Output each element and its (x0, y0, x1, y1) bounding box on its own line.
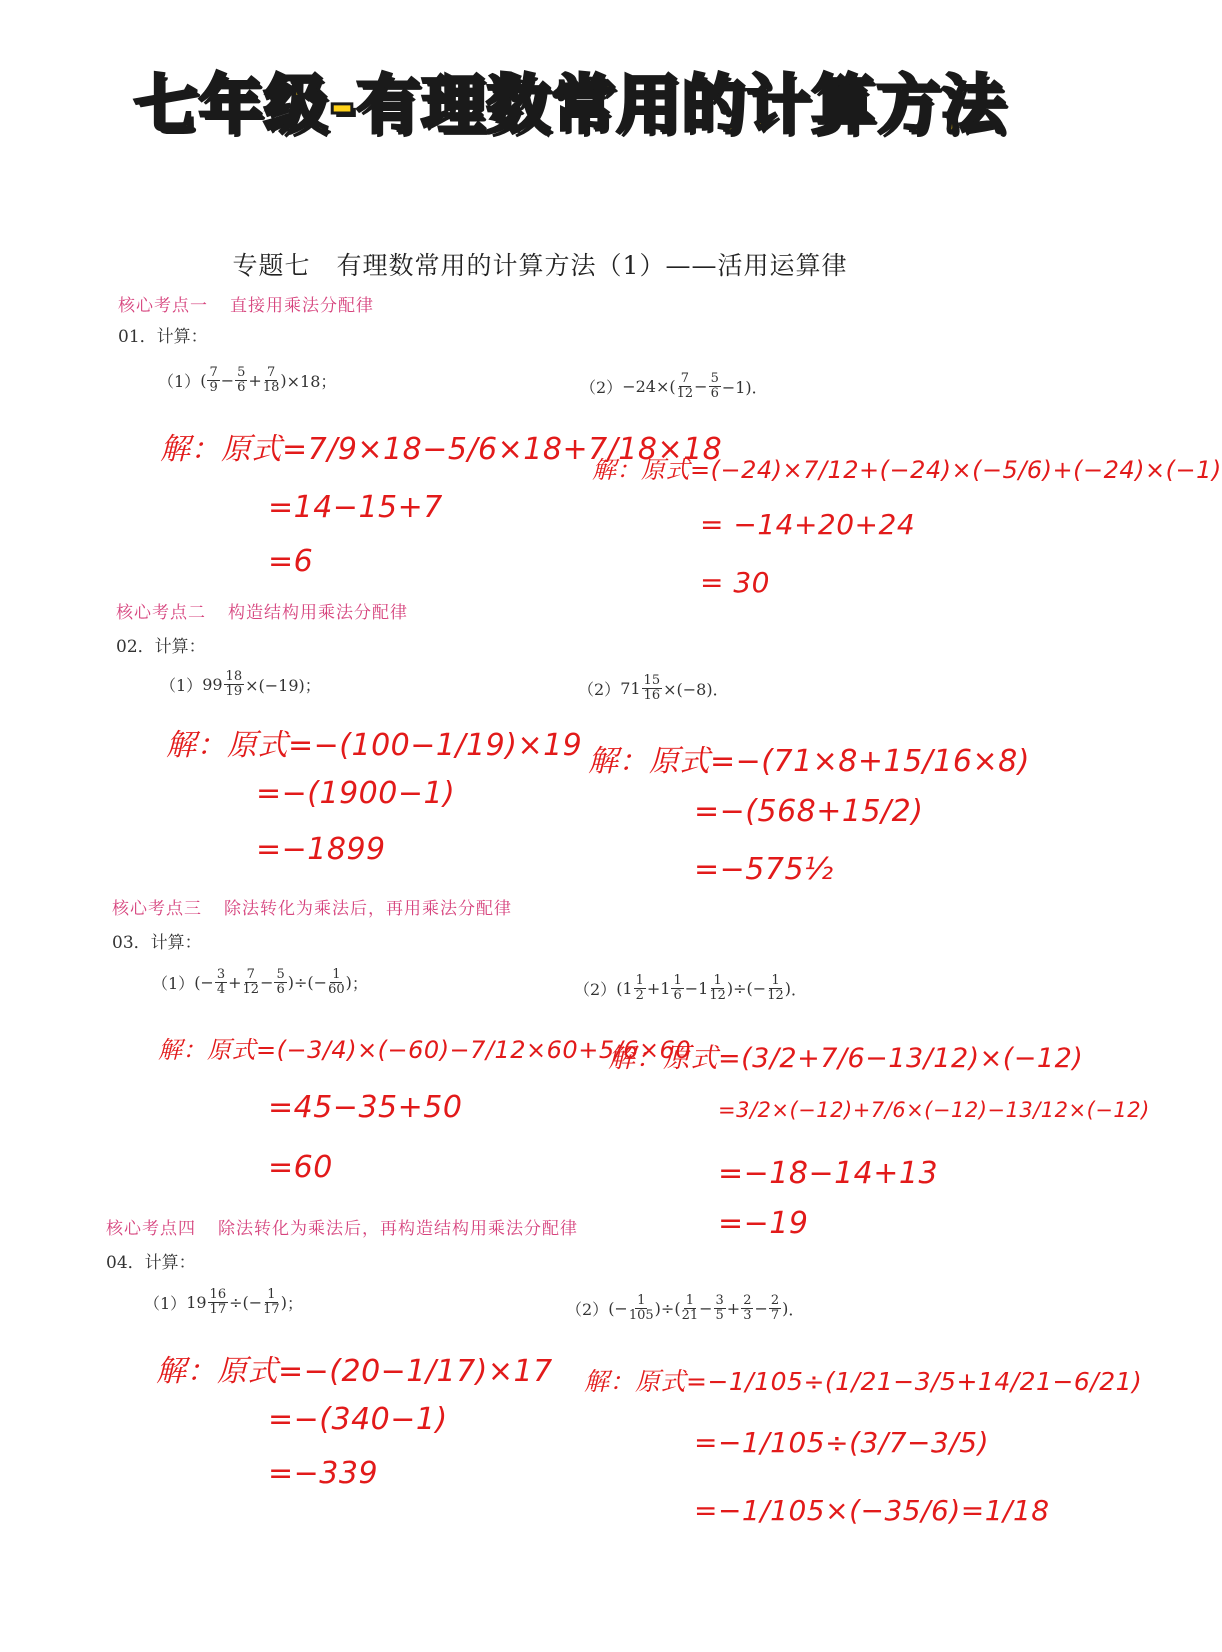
section-heading-1 (118, 291, 374, 316)
banner-title: 七年级-有理数常用的计算方法 (133, 69, 1007, 143)
mixed-whole: 99 (202, 675, 223, 694)
part-tail: ． (788, 1300, 805, 1319)
problem-1-2: （2） −24×( $\frac{7}{12}$ − $\frac{5}{6}$ −1)． (580, 371, 768, 401)
fraction: $\frac{3}{4}$ (216, 967, 226, 997)
fraction: $\frac{1}{12}$ (709, 973, 726, 1003)
solution-4-2-line-2: =−1/105÷(3/7−3/5) (694, 1426, 990, 1459)
section-text: 除法转化为乘法后，再构造结构用乘法分配律 (218, 1219, 578, 1239)
problem-2-2 (578, 674, 729, 703)
fraction: $\frac{16}{17}$ (209, 1287, 227, 1317)
solution-1-2-line-3: = 30 (700, 566, 770, 599)
problem-4-2: （2） (− $\frac{1}{105}$ )÷( $\frac{1}{21}$ − $\frac{3}{5}$ + $\frac{2}{3}$ − $\frac{2}{7}$ ) ． (566, 1293, 805, 1323)
fraction: $\frac{7}{12}$ (676, 371, 694, 401)
section-heading-4 (106, 1214, 578, 1239)
fraction: $\frac{1}{17}$ (263, 1287, 280, 1317)
part-tail: ． (791, 980, 808, 999)
part-tail: ×(−8)． (663, 680, 729, 699)
mixed-whole: 19 (186, 1293, 207, 1312)
solution-1-1-line-2: =14−15+7 (268, 490, 443, 525)
banner (0, 0, 1080, 200)
section-label: 核心考点二 (116, 603, 206, 623)
solution-4-2-line-3: =−1/105×(−35/6)=1/18 (694, 1494, 1050, 1527)
solution-1-2-line-2: = −14+20+24 (700, 508, 916, 541)
part-label: （2） (574, 980, 617, 999)
solution-3-1-line-2: =45−35+50 (268, 1090, 463, 1125)
problem-4-1: （1） 19 $\frac{16}{17}$ ÷(− $\frac{1}{17}$ ) ； (144, 1287, 303, 1317)
solution-4-1-line-3: =−339 (268, 1456, 379, 1491)
solution-1-1-line-3: =6 (268, 544, 314, 579)
part-label: （1） (158, 372, 201, 391)
section-heading-3 (112, 894, 512, 919)
part-tail: ； (351, 974, 368, 993)
question-number-3: 03．计算： (112, 933, 202, 953)
part-label: （2） (580, 378, 623, 397)
fraction: $\frac{18}{19}$ (225, 669, 243, 699)
fraction: $\frac{1}{2}$ (635, 973, 644, 1003)
solution-3-2-line-1: 解：原式=(3/2+7/6−13/12)×(−12) (608, 1043, 1084, 1074)
part-tail: ； (286, 1294, 303, 1313)
part-label: （2） (578, 680, 621, 699)
section-text: 构造结构用乘法分配律 (228, 603, 408, 623)
problem-3-1: （1） (− $\frac{3}{4}$ + $\frac{7}{12}$ − $\frac{5}{6}$ )÷(− $\frac{1}{60}$ ) ； (152, 967, 368, 997)
fraction: $\frac{7}{18}$ (262, 365, 280, 395)
fraction: $\frac{5}{6}$ (710, 371, 719, 401)
part-label: （2） (566, 1300, 609, 1319)
fraction: $\frac{1}{105}$ (628, 1293, 654, 1323)
fraction: $\frac{2}{3}$ (743, 1293, 752, 1323)
fraction: $\frac{1}{12}$ (767, 973, 784, 1003)
solution-3-2-line-4: =−19 (718, 1206, 809, 1241)
part-label: （1） (144, 1294, 187, 1313)
part-tail: −1)． (721, 378, 768, 397)
question-number-2: 02．计算： (116, 637, 206, 657)
section-text: 除法转化为乘法后，再用乘法分配律 (224, 899, 512, 919)
fraction: $\frac{1}{6}$ (673, 973, 682, 1003)
part-label: （1） (152, 974, 195, 993)
solution-3-2-line-3: =−18−14+13 (718, 1156, 939, 1191)
fraction: $\frac{7}{12}$ (242, 967, 260, 997)
solution-2-1-line-1: 解：原式=−(100−1/19)×19 (166, 728, 583, 763)
section-heading-2 (116, 598, 408, 623)
fraction: $\frac{3}{5}$ (715, 1293, 724, 1323)
fraction: $\frac{5}{6}$ (276, 967, 285, 997)
solution-4-1-line-1: 解：原式=−(20−1/17)×17 (156, 1354, 553, 1389)
solution-3-1-line-3: =60 (268, 1150, 333, 1185)
solution-2-1-line-3: =−1899 (256, 832, 386, 867)
section-text: 直接用乘法分配律 (230, 296, 374, 316)
solution-1-1-line-1: 解：原式=7/9×18−5/6×18+7/18×18 (160, 432, 723, 467)
solution-3-1-line-1: 解：原式=(−3/4)×(−60)−7/12×60+5/6×60 (158, 1036, 692, 1064)
solution-2-2-line-2: =−(568+15/2) (694, 794, 924, 829)
problem-1-1: （1） ( $\frac{7}{9}$ − $\frac{5}{6}$ + $\frac{7}{18}$ ) ×18； (158, 365, 337, 395)
solution-2-1-line-2: =−(1900−1) (256, 776, 456, 811)
part-tail: ×18； (286, 372, 337, 391)
question-number-4: 04．计算： (106, 1253, 196, 1273)
solution-2-2-line-3: =−575½ (694, 852, 834, 887)
solution-4-2-line-1: 解：原式=−1/105÷(1/21−3/5+14/21−6/21) (584, 1367, 1143, 1396)
part-label: （1） (160, 676, 203, 695)
part-tail: ×(−19)； (245, 676, 321, 695)
solution-4-1-line-2: =−(340−1) (268, 1402, 448, 1437)
fraction: $\frac{2}{7}$ (770, 1293, 780, 1323)
section-label: 核心考点三 (112, 899, 202, 919)
problem-3-2: （2） (1 $\frac{1}{2}$ +1 $\frac{1}{6}$ −1 $\frac{1}{12}$ )÷(− $\frac{1}{12}$ ) ． (574, 973, 808, 1003)
question-number-1: 01．计算： (118, 327, 208, 347)
fraction: $\frac{1}{60}$ (328, 967, 345, 997)
section-label: 核心考点四 (106, 1219, 196, 1239)
fraction: $\frac{1}{21}$ (681, 1293, 699, 1323)
document-title: 专题七 有理数常用的计算方法（1）——活用运算律 (232, 251, 848, 280)
problem-2-1 (160, 670, 321, 699)
solution-2-2-line-1: 解：原式=−(71×8+15/16×8) (588, 744, 1030, 779)
section-label: 核心考点一 (118, 296, 208, 316)
part-head: −24×( (622, 377, 676, 396)
fraction: $\frac{7}{9}$ (209, 365, 218, 395)
solution-3-2-line-2: =3/2×(−12)+7/6×(−12)−13/12×(−12) (718, 1098, 1150, 1122)
fraction: $\frac{15}{16}$ (643, 673, 661, 703)
mixed-whole: 71 (620, 679, 641, 698)
fraction: $\frac{5}{6}$ (237, 365, 246, 395)
solution-1-2-line-1: 解：原式=(−24)×7/12+(−24)×(−5/6)+(−24)×(−1) (592, 456, 1222, 484)
